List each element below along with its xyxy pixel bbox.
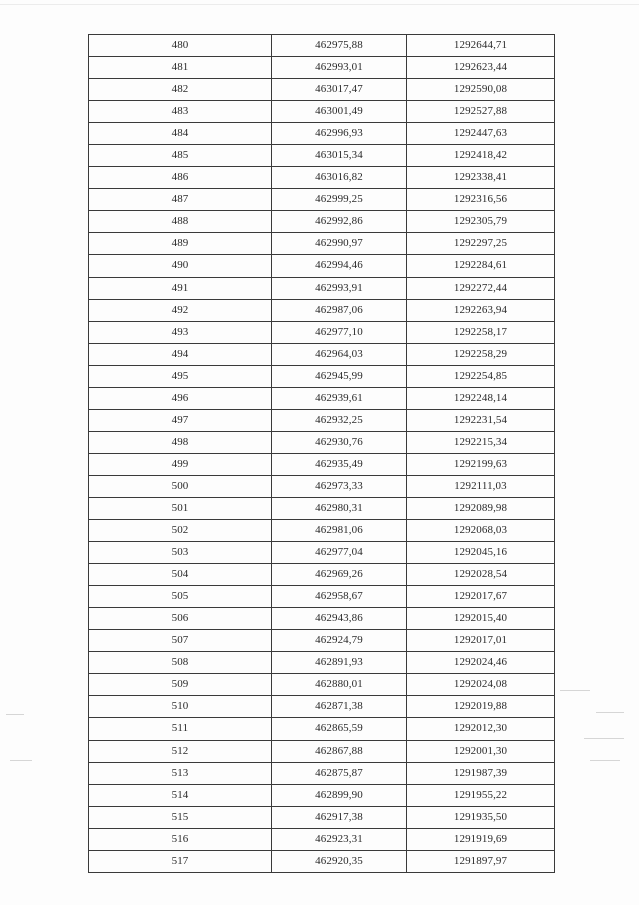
x-coordinate-cell: 462993,01	[272, 57, 407, 79]
table-row	[89, 806, 555, 828]
point-number-cell: 510	[89, 696, 272, 718]
x-coordinate-cell: 463017,47	[272, 79, 407, 101]
point-number-cell: 511	[89, 718, 272, 740]
point-number-cell: 513	[89, 762, 272, 784]
point-number-cell: 498	[89, 431, 272, 453]
scan-speck	[584, 738, 624, 739]
x-coordinate-cell: 462964,03	[272, 343, 407, 365]
y-coordinate-cell: 1292012,30	[407, 718, 555, 740]
point-number-cell: 497	[89, 409, 272, 431]
point-number-cell: 508	[89, 652, 272, 674]
y-coordinate-cell: 1292418,42	[407, 145, 555, 167]
y-coordinate-cell: 1292590,08	[407, 79, 555, 101]
point-number-cell: 506	[89, 608, 272, 630]
x-coordinate-cell: 462865,59	[272, 718, 407, 740]
x-coordinate-cell: 462980,31	[272, 497, 407, 519]
table-row	[89, 740, 555, 762]
table-row	[89, 101, 555, 123]
table-row	[89, 520, 555, 542]
table-row	[89, 542, 555, 564]
x-coordinate-cell: 463016,82	[272, 167, 407, 189]
table-row	[89, 497, 555, 519]
y-coordinate-cell: 1292024,08	[407, 674, 555, 696]
point-number-cell: 493	[89, 321, 272, 343]
x-coordinate-cell: 462917,38	[272, 806, 407, 828]
y-coordinate-cell: 1292272,44	[407, 277, 555, 299]
table-row	[89, 365, 555, 387]
y-coordinate-cell: 1292019,88	[407, 696, 555, 718]
x-coordinate-cell: 462945,99	[272, 365, 407, 387]
x-coordinate-cell: 462977,04	[272, 542, 407, 564]
y-coordinate-cell: 1292527,88	[407, 101, 555, 123]
point-number-cell: 495	[89, 365, 272, 387]
point-number-cell: 489	[89, 233, 272, 255]
table-row	[89, 409, 555, 431]
point-number-cell: 500	[89, 475, 272, 497]
x-coordinate-cell: 462969,26	[272, 564, 407, 586]
point-number-cell: 505	[89, 586, 272, 608]
y-coordinate-cell: 1292001,30	[407, 740, 555, 762]
table-row	[89, 652, 555, 674]
point-number-cell: 501	[89, 497, 272, 519]
point-number-cell: 517	[89, 850, 272, 872]
x-coordinate-cell: 462899,90	[272, 784, 407, 806]
point-number-cell: 487	[89, 189, 272, 211]
x-coordinate-cell: 462930,76	[272, 431, 407, 453]
point-number-cell: 485	[89, 145, 272, 167]
y-coordinate-cell: 1292297,25	[407, 233, 555, 255]
table-row	[89, 586, 555, 608]
table-row	[89, 674, 555, 696]
y-coordinate-cell: 1292024,46	[407, 652, 555, 674]
table-row	[89, 145, 555, 167]
point-number-cell: 502	[89, 520, 272, 542]
table-row	[89, 564, 555, 586]
x-coordinate-cell: 462939,61	[272, 387, 407, 409]
table-row	[89, 431, 555, 453]
point-number-cell: 515	[89, 806, 272, 828]
point-number-cell: 504	[89, 564, 272, 586]
y-coordinate-cell: 1292254,85	[407, 365, 555, 387]
y-coordinate-cell: 1292199,63	[407, 453, 555, 475]
x-coordinate-cell: 462920,35	[272, 850, 407, 872]
point-number-cell: 503	[89, 542, 272, 564]
scan-speck	[10, 760, 32, 761]
x-coordinate-cell: 462932,25	[272, 409, 407, 431]
point-number-cell: 484	[89, 123, 272, 145]
x-coordinate-cell: 462992,86	[272, 211, 407, 233]
y-coordinate-cell: 1292623,44	[407, 57, 555, 79]
point-number-cell: 509	[89, 674, 272, 696]
y-coordinate-cell: 1292045,16	[407, 542, 555, 564]
x-coordinate-cell: 462993,91	[272, 277, 407, 299]
x-coordinate-cell: 462975,88	[272, 35, 407, 57]
y-coordinate-cell: 1292316,56	[407, 189, 555, 211]
scan-edge-line	[0, 4, 639, 5]
table-row	[89, 167, 555, 189]
point-number-cell: 516	[89, 828, 272, 850]
table-row	[89, 123, 555, 145]
y-coordinate-cell: 1291987,39	[407, 762, 555, 784]
table-row	[89, 762, 555, 784]
table-row	[89, 696, 555, 718]
y-coordinate-cell: 1292263,94	[407, 299, 555, 321]
table-row	[89, 57, 555, 79]
scan-speck	[560, 690, 590, 691]
x-coordinate-cell: 462891,93	[272, 652, 407, 674]
point-number-cell: 499	[89, 453, 272, 475]
y-coordinate-cell: 1292258,29	[407, 343, 555, 365]
y-coordinate-cell: 1292017,67	[407, 586, 555, 608]
table-row	[89, 828, 555, 850]
x-coordinate-cell: 462935,49	[272, 453, 407, 475]
point-number-cell: 480	[89, 35, 272, 57]
table-row	[89, 255, 555, 277]
y-coordinate-cell: 1292215,34	[407, 431, 555, 453]
y-coordinate-cell: 1291955,22	[407, 784, 555, 806]
x-coordinate-cell: 462871,38	[272, 696, 407, 718]
y-coordinate-cell: 1291919,69	[407, 828, 555, 850]
table-row	[89, 277, 555, 299]
point-number-cell: 481	[89, 57, 272, 79]
table-row	[89, 79, 555, 101]
table-row	[89, 189, 555, 211]
x-coordinate-cell: 462996,93	[272, 123, 407, 145]
scan-speck	[6, 714, 24, 715]
table-row	[89, 630, 555, 652]
x-coordinate-cell: 462990,97	[272, 233, 407, 255]
point-number-cell: 482	[89, 79, 272, 101]
table-row	[89, 211, 555, 233]
table-row	[89, 299, 555, 321]
point-number-cell: 492	[89, 299, 272, 321]
point-number-cell: 483	[89, 101, 272, 123]
y-coordinate-cell: 1292305,79	[407, 211, 555, 233]
point-number-cell: 488	[89, 211, 272, 233]
x-coordinate-cell: 462999,25	[272, 189, 407, 211]
x-coordinate-cell: 462880,01	[272, 674, 407, 696]
table-row	[89, 784, 555, 806]
x-coordinate-cell: 462977,10	[272, 321, 407, 343]
coordinates-table-body	[89, 35, 555, 873]
y-coordinate-cell: 1292644,71	[407, 35, 555, 57]
table-row	[89, 35, 555, 57]
y-coordinate-cell: 1292068,03	[407, 520, 555, 542]
table-row	[89, 453, 555, 475]
y-coordinate-cell: 1292028,54	[407, 564, 555, 586]
table-row	[89, 233, 555, 255]
table-row	[89, 608, 555, 630]
table-row	[89, 850, 555, 872]
x-coordinate-cell: 462981,06	[272, 520, 407, 542]
y-coordinate-cell: 1292447,63	[407, 123, 555, 145]
point-number-cell: 512	[89, 740, 272, 762]
coordinates-table	[88, 34, 555, 873]
x-coordinate-cell: 462923,31	[272, 828, 407, 850]
y-coordinate-cell: 1292015,40	[407, 608, 555, 630]
x-coordinate-cell: 462943,86	[272, 608, 407, 630]
x-coordinate-cell: 463015,34	[272, 145, 407, 167]
table-row	[89, 321, 555, 343]
table-row	[89, 343, 555, 365]
x-coordinate-cell: 462958,67	[272, 586, 407, 608]
point-number-cell: 490	[89, 255, 272, 277]
point-number-cell: 496	[89, 387, 272, 409]
y-coordinate-cell: 1292338,41	[407, 167, 555, 189]
table-row	[89, 387, 555, 409]
x-coordinate-cell: 462875,87	[272, 762, 407, 784]
y-coordinate-cell: 1292284,61	[407, 255, 555, 277]
point-number-cell: 486	[89, 167, 272, 189]
y-coordinate-cell: 1292248,14	[407, 387, 555, 409]
table-row	[89, 475, 555, 497]
x-coordinate-cell: 463001,49	[272, 101, 407, 123]
point-number-cell: 491	[89, 277, 272, 299]
scan-speck	[590, 760, 620, 761]
y-coordinate-cell: 1292231,54	[407, 409, 555, 431]
x-coordinate-cell: 462924,79	[272, 630, 407, 652]
x-coordinate-cell: 462994,46	[272, 255, 407, 277]
table-row	[89, 718, 555, 740]
y-coordinate-cell: 1291935,50	[407, 806, 555, 828]
point-number-cell: 514	[89, 784, 272, 806]
y-coordinate-cell: 1291897,97	[407, 850, 555, 872]
x-coordinate-cell: 462987,06	[272, 299, 407, 321]
point-number-cell: 507	[89, 630, 272, 652]
point-number-cell: 494	[89, 343, 272, 365]
y-coordinate-cell: 1292258,17	[407, 321, 555, 343]
x-coordinate-cell: 462867,88	[272, 740, 407, 762]
y-coordinate-cell: 1292017,01	[407, 630, 555, 652]
y-coordinate-cell: 1292089,98	[407, 497, 555, 519]
y-coordinate-cell: 1292111,03	[407, 475, 555, 497]
scan-speck	[596, 712, 624, 713]
x-coordinate-cell: 462973,33	[272, 475, 407, 497]
